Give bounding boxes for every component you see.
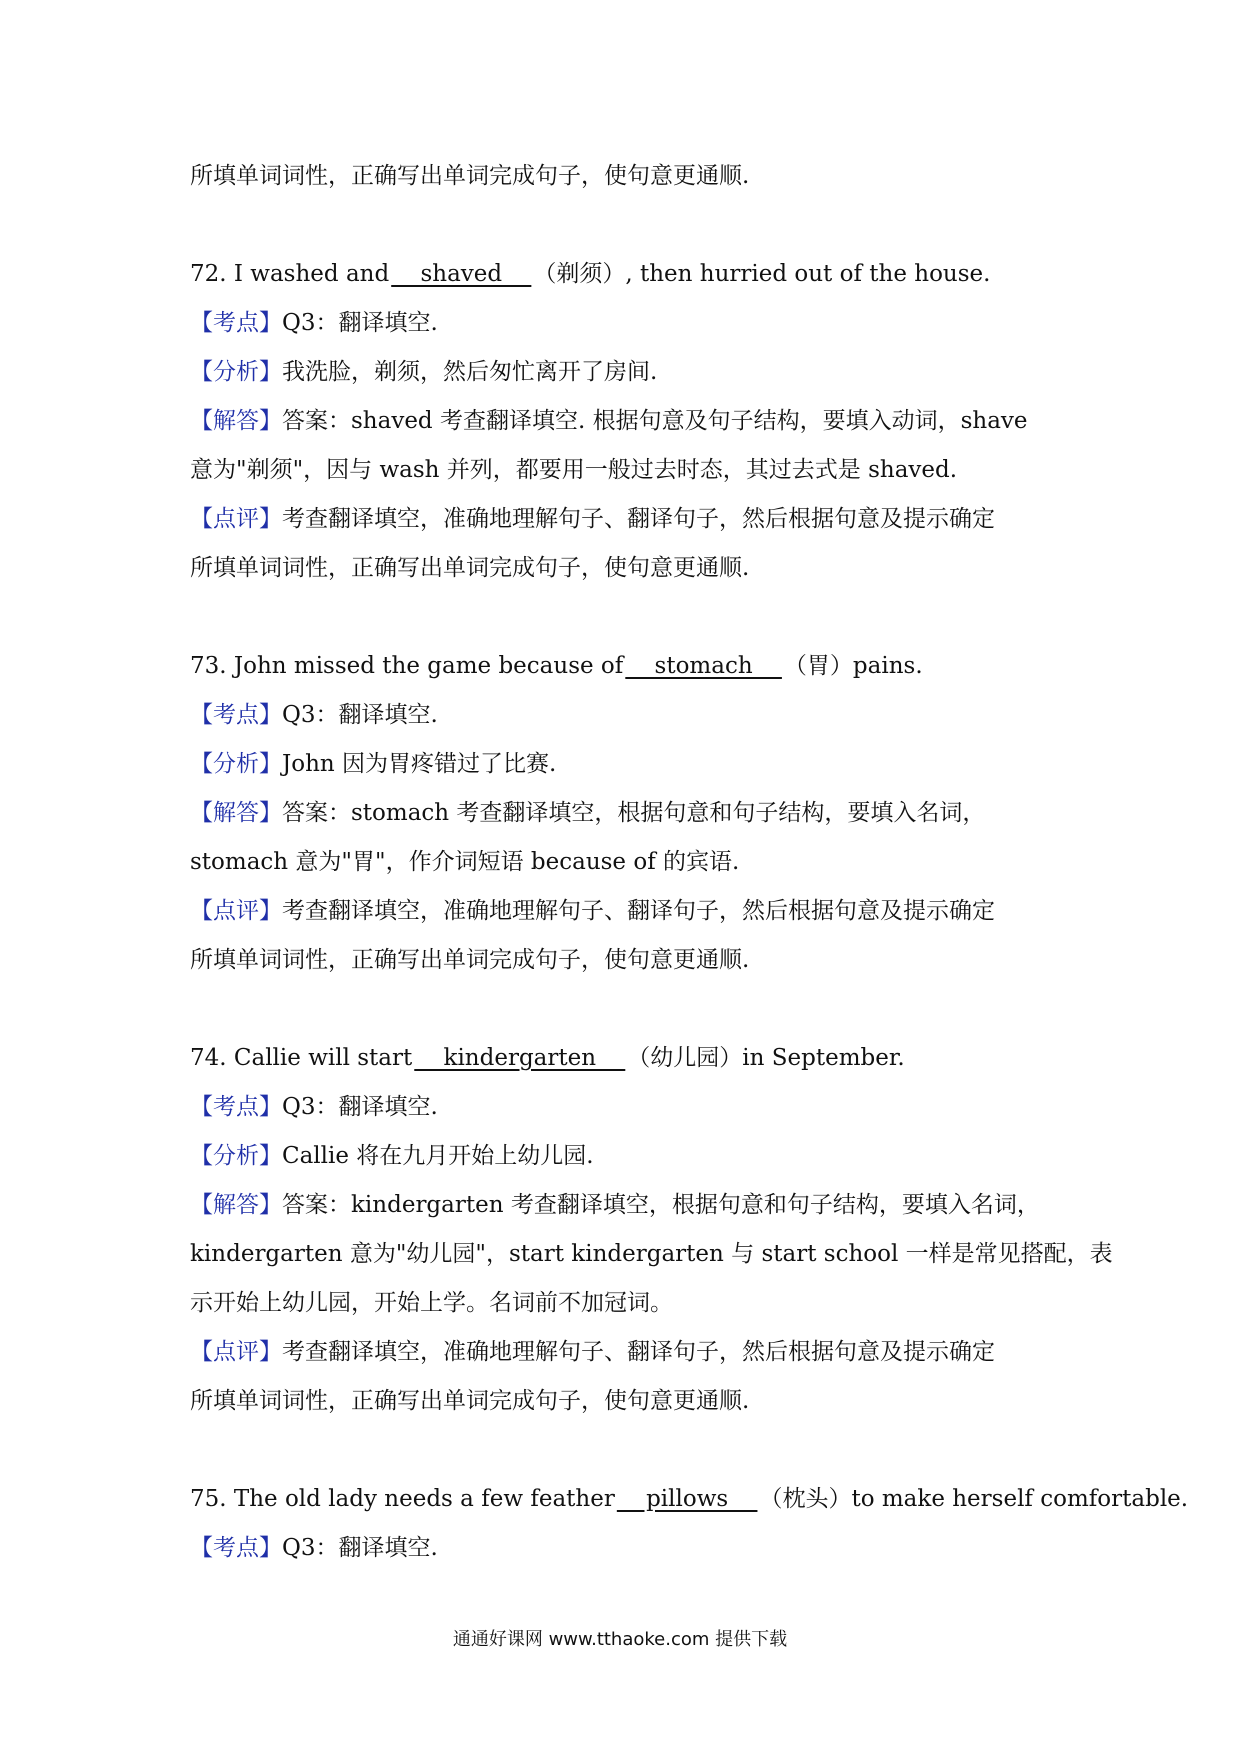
jieda-text-continued: stomach 意为"胃"，作介词短语 because of 的宾语. [190, 849, 740, 875]
kaodian-text: Q3：翻译填空. [282, 1094, 438, 1120]
question-suffix: （胃）pains. [783, 653, 923, 679]
fenxi-tag: 【分析】 [190, 1143, 282, 1169]
kaodian-row [190, 1091, 1070, 1123]
question-72 [190, 258, 1070, 290]
kaodian-row [190, 699, 1070, 731]
dianping-row [190, 895, 1070, 927]
question-prefix: 72. I washed and [190, 261, 390, 287]
question-prefix: 74. Callie will start [190, 1045, 413, 1071]
question-73 [190, 650, 1070, 682]
question-prefix: 73. John missed the game because of [190, 653, 624, 679]
jieda-text-continued: kindergarten 意为"幼儿园"，start kindergarten 与 start school 一样是常见搭配，表 [190, 1241, 1113, 1267]
dianping-row [190, 1336, 1070, 1368]
fenxi-tag: 【分析】 [190, 359, 282, 385]
dianping-text-continued: 所填单词词性，正确写出单词完成句子，使句意更通顺. [190, 947, 750, 973]
kaodian-tag: 【考点】 [190, 702, 282, 728]
carryover-text: 所填单词词性，正确写出单词完成句子，使句意更通顺. [190, 163, 750, 189]
question-75 [190, 1483, 1189, 1515]
kaodian-row [190, 307, 1070, 339]
jieda-row [190, 797, 1070, 829]
answer-blank: stomach [625, 653, 782, 679]
fenxi-text: 我洗脸，剃须，然后匆忙离开了房间. [282, 359, 658, 385]
kaodian-row [190, 1532, 1070, 1564]
dianping-text: 考查翻译填空，准确地理解句子、翻译句子，然后根据句意及提示确定 [282, 898, 995, 924]
kaodian-tag: 【考点】 [190, 1535, 282, 1561]
kaodian-tag: 【考点】 [190, 310, 282, 336]
fenxi-row [190, 1140, 1070, 1172]
dianping-tag: 【点评】 [190, 898, 282, 924]
answer-blank: shaved [391, 261, 532, 287]
question-prefix: 75. The old lady needs a few feather [190, 1486, 615, 1512]
fenxi-text: Callie 将在九月开始上幼儿园. [282, 1143, 594, 1169]
dianping-text: 考查翻译填空，准确地理解句子、翻译句子，然后根据句意及提示确定 [282, 1339, 995, 1365]
kaodian-tag: 【考点】 [190, 1094, 282, 1120]
fenxi-tag: 【分析】 [190, 751, 282, 777]
jieda-tag: 【解答】 [190, 1192, 282, 1218]
kaodian-text: Q3：翻译填空. [282, 310, 438, 336]
question-suffix: （幼儿园）in September. [627, 1045, 905, 1071]
jieda-tag: 【解答】 [190, 800, 282, 826]
jieda-text: 答案：stomach 考查翻译填空，根据句意和句子结构，要填入名词， [282, 800, 986, 826]
dianping-row [190, 503, 1070, 535]
question-74 [190, 1042, 1070, 1074]
jieda-text-continued: 意为"剃须"，因与 wash 并列，都要用一般过去时态，其过去式是 shaved. [190, 457, 958, 483]
dianping-tag: 【点评】 [190, 506, 282, 532]
jieda-text: 答案：kindergarten 考查翻译填空，根据句意和句子结构，要填入名词， [282, 1192, 1040, 1218]
fenxi-text: John 因为胃疼错过了比赛. [282, 751, 557, 777]
fenxi-row [190, 748, 1070, 780]
fenxi-row [190, 356, 1070, 388]
kaodian-text: Q3：翻译填空. [282, 702, 438, 728]
dianping-text: 考查翻译填空，准确地理解句子、翻译句子，然后根据句意及提示确定 [282, 506, 995, 532]
question-suffix: （枕头）to make herself comfortable. [759, 1486, 1189, 1512]
question-suffix: （剃须）, then hurried out of the house. [533, 261, 991, 287]
dianping-tag: 【点评】 [190, 1339, 282, 1365]
dianping-text-continued: 所填单词词性，正确写出单词完成句子，使句意更通顺. [190, 555, 750, 581]
jieda-tag: 【解答】 [190, 408, 282, 434]
jieda-row [190, 1189, 1070, 1221]
jieda-text-continued: 示开始上幼儿园，开始上学。名词前不加冠词。 [190, 1290, 673, 1316]
page-footer: 通通好课网 www.tthaoke.com 提供下载 [452, 1629, 788, 1650]
answer-blank: kindergarten [414, 1045, 626, 1071]
dianping-text-continued: 所填单词词性，正确写出单词完成句子，使句意更通顺. [190, 1388, 750, 1414]
jieda-row [190, 405, 1070, 437]
answer-blank: pillows [616, 1486, 758, 1512]
kaodian-text: Q3：翻译填空. [282, 1535, 438, 1561]
jieda-text: 答案：shaved 考查翻译填空. 根据句意及句子结构，要填入动词，shave [282, 408, 1028, 434]
